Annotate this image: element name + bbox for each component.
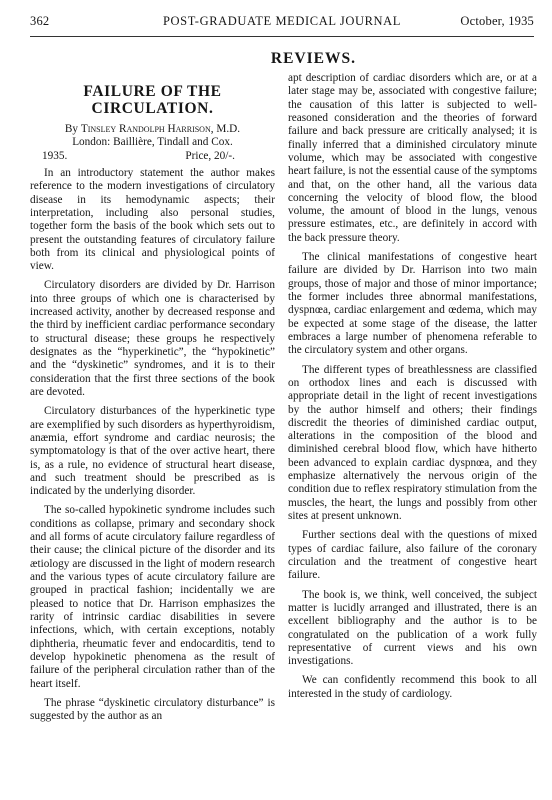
right-column bbox=[288, 72, 537, 707]
paragraph-further-sections: Further sections deal with the questions of mixed types of cardiac failure, also failure of the coronary circulation and the treatment of congestive heart failure. bbox=[288, 529, 537, 582]
paragraph-assessment: The book is, we think, well conceived, the subject matter is lucidly arranged and illustrated, there is an excellent bibliography and the author is to be congratulated on the publication of a work fully representative of current views and his own investigations. bbox=[288, 588, 537, 668]
publisher: London: Baillière, Tindall and Cox. bbox=[72, 136, 233, 149]
byline-by: By bbox=[64, 123, 79, 135]
paragraph-hyperkinetic: Circulatory disturbances of the hyperkinetic type are exemplified by such disorders as hyperthyroidism, anæmia, effort syndrome and cardiac neurosis; the symptomatology is that of the over active heart, there is, as a rule, no evidence of structural heart disease, and such treatment should be prescribed as is indicated by the underlying disorder. bbox=[30, 405, 275, 498]
paragraph-breathlessness: The different types of breathlessness are classified on orthodox lines and each is discussed with appropriate detail in the light of recent investigations by the author himself and others; their findings discredit the theories of diminished cardiac output, alterations in the composition of the blood and diminished cerebral blood flow, which have hitherto been advanced to explain cardiac dyspnœa, and they emphasize alternatively the nervous origin of the condition due to reflex respiratory stimulation from the muscles, the heart, the lungs and possibly from other sites at present unknown. bbox=[288, 363, 537, 522]
paragraph-dyskinetic-continued: apt description of cardiac disorders which are, or at a later stage may be, associated with congestive failure; the causation of this latter is subjected to well-reasoned consideration and the theories of forward failure and back pressure are critically analysed; it is finally inferred that a diminished circulatory minute volume, which may be associated with congestive heart failure, is not the essential cause of the symptoms and that, on the other hand, all the various data concerning the velocity of blood flow, the blood volume, the amount of blood in the lungs, venous pressure estimates, etc., are definitely in accord with the back pressure theory. bbox=[288, 72, 537, 244]
left-column bbox=[30, 72, 275, 729]
review-title-line-2: CIRCULATION. bbox=[91, 100, 214, 117]
paragraph-hypokinetic: The so-called hypokinetic syndrome includes such conditions as collapse, primary and secondary shock and all forms of acute circulatory failure regardless of their cause; the clinical picture of the disorder and its ætiology are discussed in the light of modern research and the various types of acute circulatory failure are grouped in practical fashion; incidentally we are pleased to notice that Dr. Harrison emphasizes the rarity of intrinsic cardiac disabilities in severe infections, which, with certain exceptions, notably diphtheria, rheumatic fever and endocarditis, tend to develop hypokinetic phenomena as the result of failure of the peripheral circulation rather than of the heart itself. bbox=[30, 504, 275, 690]
paragraph-congestive-manifestations: The clinical manifestations of congestive heart failure are divided by Dr. Harrison into two main groups, those of major and those of minor importance; the former includes three abnormal manifestations, dyspnœa, cardiac enlargement and œdema, which may be expected at some stage of the disease, the latter embraces a large number of phenomena referable to the circulatory system and other organs. bbox=[288, 251, 537, 357]
section-heading: REVIEWS. bbox=[270, 50, 356, 67]
paragraph-groups: Circulatory disorders are divided by Dr. Harrison into three groups of which one is characterised by increased activity, another by decreased response and the third by inefficient cardiac performance secondary to structural disease; these groups he respectively designates as the “hyperkinetic”, the “hypokinetic” and the “dyskinetic” syndromes, and it is to their consideration that the first three sections of the book are devoted. bbox=[30, 279, 275, 398]
paragraph-intro: In an introductory statement the author makes reference to the modern investigations of circulatory disease in its hemodynamic aspects; their interpretation, including also personal studies, together form the basis of the book which sets out to present the outstanding features of circulatory failure both from its clinical and physiological points of view. bbox=[30, 166, 275, 273]
price-line bbox=[30, 150, 275, 163]
review-title bbox=[30, 83, 275, 117]
paragraph-recommendation: We can confidently recommend this book to all interested in the study of cardiology. bbox=[288, 674, 537, 700]
journal-title: POST-GRADUATE MEDICAL JOURNAL bbox=[162, 14, 401, 28]
byline bbox=[30, 123, 275, 136]
issue-date: October, 1935 bbox=[460, 14, 534, 28]
page-number: 362 bbox=[30, 14, 50, 28]
publication-year: 1935. bbox=[42, 149, 68, 162]
review-title-line-1: FAILURE OF THE bbox=[83, 83, 222, 100]
paragraph-dyskinetic-start: The phrase “dyskinetic circulatory disturbance” is suggested by the author as an bbox=[30, 696, 275, 723]
author-name: Tinsley Randolph Harrison, M.D. bbox=[80, 123, 241, 135]
running-header bbox=[30, 14, 534, 34]
header-rule bbox=[30, 36, 534, 37]
price: Price, 20/-. bbox=[185, 149, 235, 162]
